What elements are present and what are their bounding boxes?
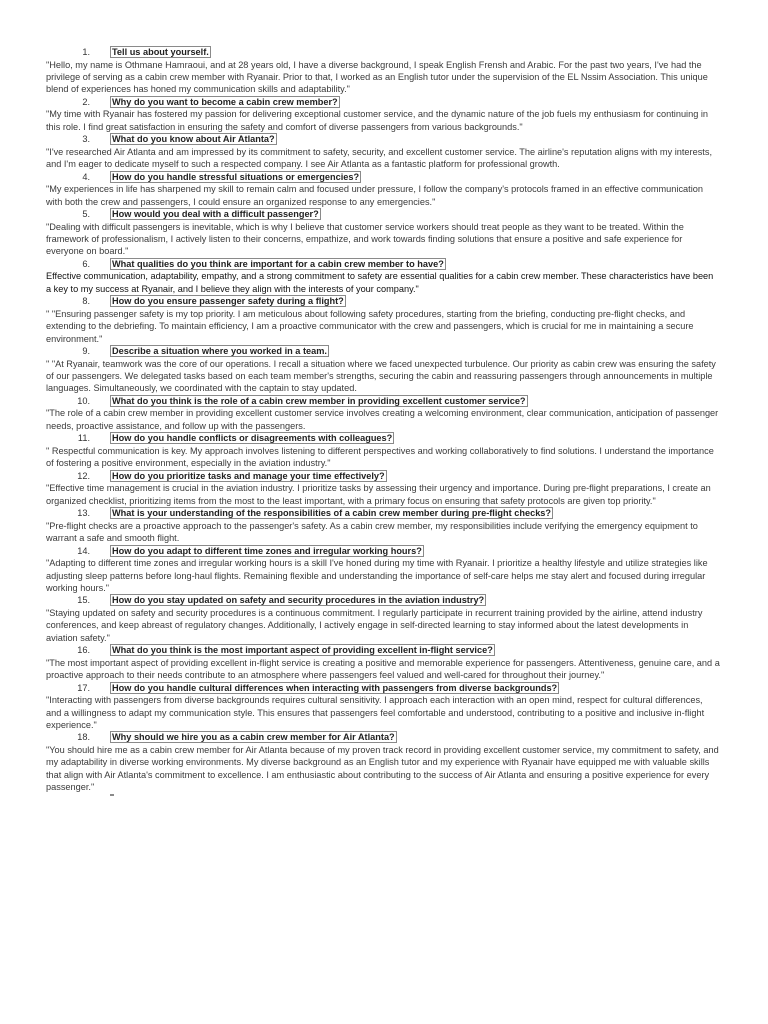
question-number: 2.	[82, 96, 90, 107]
question-line	[46, 794, 720, 796]
qa-item	[46, 507, 720, 544]
answer-text: "The most important aspect of providing excellent in-flight service is creating a positive and memorable experience for passengers. Attentiveness, genuine care, and a proactive approach to their needs contribute to an atmosphere where passengers feel valued and well-cared for throughout their journey."	[46, 657, 720, 681]
question-line	[46, 470, 720, 483]
qa-item	[46, 470, 720, 507]
question-text: What do you think is the most important aspect of providing excellent in-flight service?	[112, 645, 493, 656]
qa-item	[46, 171, 720, 208]
qa-item	[46, 644, 720, 681]
qa-item	[46, 295, 720, 345]
qa-item	[46, 208, 720, 258]
qa-item	[46, 345, 720, 395]
question-line	[46, 345, 720, 358]
question-number: 10.	[77, 395, 90, 406]
answer-text: " Respectful communication is key. My approach involves listening to different perspectives and working collaboratively to find solutions. I understand the importance of fostering a positive environment, especially in the aviation industry."	[46, 445, 714, 469]
question-line	[46, 682, 720, 695]
question-number: 14.	[77, 545, 90, 556]
answer-text: " "Ensuring passenger safety is my top priority. I am meticulous about following safety procedures, starting from the briefing, conducting pre-flight checks, and extending to the debriefing. To maintain efficiency, I am a proactive communicator with the crew and passengers, which is crucial for me in maintaining a secure environment."	[46, 308, 694, 344]
question-number: 8.	[82, 296, 90, 307]
question-line	[46, 46, 720, 59]
question-number: 9.	[82, 346, 90, 357]
question-line	[46, 171, 720, 184]
answer-text: "Dealing with difficult passengers is inevitable, which is why I believe that customer service workers should treat people as they want to be treated. Within the framework of professionalism, I actively listen to their concerns, empathize, and work towards finding solutions that ensure a positive and safe experience for everyone on board."	[46, 221, 684, 257]
qa-item	[46, 594, 720, 644]
question-text	[110, 794, 114, 796]
question-number: 5.	[82, 209, 90, 220]
question-text: What qualities do you think are important for a cabin crew member to have?	[112, 258, 444, 269]
question-text: How do you handle conflicts or disagreements with colleagues?	[112, 433, 393, 444]
qa-item	[46, 133, 720, 170]
question-line	[46, 545, 720, 558]
question-line	[46, 731, 720, 744]
qa-item	[46, 545, 720, 595]
question-text: How would you deal with a difficult passenger?	[112, 209, 319, 220]
answer-text: "I've researched Air Atlanta and am impressed by its commitment to safety, security, and excellent customer service. The airline's reputation aligns with my interests, and I'm eager to dedicate myself to such a respected company. I see Air Atlanta as a fantastic platform for professional growth.	[46, 146, 713, 170]
question-text: What is your understanding of the responsibilities of a cabin crew member during pre-flight checks?	[112, 508, 552, 519]
question-number: 3.	[82, 134, 90, 145]
question-text: How do you prioritize tasks and manage your time effectively?	[112, 470, 385, 481]
answer-text: "Hello, my name is Othmane Hamraoui, and at 28 years old, I have a diverse background, I speak English Frensh and Arabic. For the past two years, I've had the privilege of serving as a cabin crew member with Ryanair. Prior to that, I worked as an English tutor under the supervision of the EL Nssim Association. This unique blend of experiences has honed my communication skills and adaptability."	[46, 59, 708, 95]
answer-text: "Effective time management is crucial in the aviation industry. I prioritize tasks by assessing their urgency and importance. During pre-flight preparations, I create an organized checklist, prioritizing items from the most to the least important, with a primary focus on ensuring that safety protocols are given top priority."	[46, 483, 711, 506]
qa-item	[46, 96, 720, 133]
question-line	[46, 133, 720, 146]
qa-item	[46, 258, 720, 295]
question-text: How do you stay updated on safety and security procedures in the aviation industry?	[112, 595, 485, 606]
question-text: Tell us about yourself.	[112, 47, 209, 57]
question-number: 15.	[77, 595, 90, 606]
question-text: How do you handle stressful situations or emergencies?	[112, 171, 360, 182]
qa-item	[46, 731, 720, 793]
question-line	[46, 644, 720, 657]
qa-item	[46, 794, 720, 796]
question-text: How do you adapt to different time zones and irregular working hours?	[112, 545, 422, 556]
question-number: 1.	[82, 47, 90, 57]
question-line	[46, 432, 720, 445]
question-number: 18.	[77, 732, 90, 743]
question-number: 4.	[82, 171, 90, 182]
question-line	[46, 594, 720, 607]
answer-text: "Interacting with passengers from diverse backgrounds requires cultural sensitivity. I approach each interaction with an open mind, respect for cultural differences, and a willingness to adapt my communication style. This ensures that passengers feel comfortable and understood, contributing to a positive and inclusive in-flight experience."	[46, 695, 705, 730]
qa-item	[46, 432, 720, 469]
qa-item	[46, 395, 720, 432]
question-text: How do you ensure passenger safety during a flight?	[112, 296, 344, 307]
answer-text: " "At Ryanair, teamwork was the core of our operations. I recall a situation where we faced unexpected turbulence. Our priority as cabin crew was ensuring the safety of our passengers. We delegated tasks based on each team member's strengths, securing the cabin and reassuring passengers through announcements in multiple languages. Simultaneously, we coordinated with the captain to stay updated.	[46, 358, 716, 394]
question-line	[46, 208, 720, 221]
question-number: 6.	[82, 258, 90, 269]
question-number: 17.	[77, 682, 90, 693]
answer-text: "My experiences in life has sharpened my skill to remain calm and focused under pressure, I follow the company's protocols framed in an effective communication with both the crew and passengers, I could ensure an organized response to any emergencies."	[46, 184, 703, 207]
question-number: 11.	[77, 433, 90, 444]
question-text: What do you think is the role of a cabin crew member in providing excellent customer service?	[112, 395, 526, 406]
question-text: Why should we hire you as a cabin crew member for Air Atlanta?	[112, 732, 395, 743]
answer-text: Effective communication, adaptability, empathy, and a strong commitment to safety are essential qualities for a cabin crew member. These characteristics have been a key to my success at Ryanair, and I believe they align with the interests of your company."	[46, 271, 714, 294]
answer-text: "The role of a cabin crew member in providing excellent customer service involves creating a welcoming environment, clear communication, anticipation of passenger needs, proactive assistance, and follow up with the passengers.	[46, 408, 719, 431]
answer-text: "My time with Ryanair has fostered my passion for delivering exceptional customer service, and the dynamic nature of the job fuels my enthusiasm for continuing in this role. I find great satisfaction in ensuring the safety and comfort of diverse passengers from various backgrounds."	[46, 109, 709, 132]
answer-text: "Pre-flight checks are a proactive approach to the passenger's safety. As a cabin crew member, my responsibilities include verifying the emergency equipment to warrant a safe and smooth flight.	[46, 520, 698, 544]
question-text: How do you handle cultural differences when interacting with passengers from diverse backgrounds?	[112, 682, 558, 693]
question-text: What do you know about Air Atlanta?	[112, 134, 275, 145]
question-line	[46, 96, 720, 109]
question-number: 12.	[77, 470, 90, 481]
question-text: Describe a situation where you worked in a team.	[112, 346, 327, 357]
question-line	[46, 258, 720, 271]
answer-text: "You should hire me as a cabin crew member for Air Atlanta because of my proven track record in providing excellent customer service, my commitment to safety, and my adaptability in diverse working environments. My diverse background as an English tutor and my experience with Ryanair have equipped me with valuable skills that align with Air Atlanta's commitment to excellence. I am enthusiastic about contributing to the success of Air Atlanta and ensuring a positive experience for every passenger."	[46, 744, 719, 793]
answer-text: "Staying updated on safety and security procedures is a continuous commitment. I regularly participate in recurrent training provided by the airline, attend industry conferences, and keep abreast of regulatory changes. Additionally, I actively engage in self-directed learning to stay informed about the latest developments in aviation safety."	[46, 607, 703, 643]
question-number: 13.	[77, 508, 90, 519]
question-number: 16.	[77, 645, 90, 656]
qa-item	[46, 682, 720, 732]
question-line	[46, 507, 720, 520]
question-line	[46, 295, 720, 308]
question-text: Why do you want to become a cabin crew member?	[112, 96, 338, 107]
question-line	[46, 395, 720, 408]
qa-item	[46, 46, 720, 96]
answer-text: "Adapting to different time zones and irregular working hours is a skill I've honed during my time with Ryanair. I prioritize a healthy lifestyle and utilize strategies like adjusting sleep patterns before long-haul flights. Remaining flexible and understanding the importance of self-care helps me stay alert and focused during irregular working hours."	[46, 558, 708, 593]
